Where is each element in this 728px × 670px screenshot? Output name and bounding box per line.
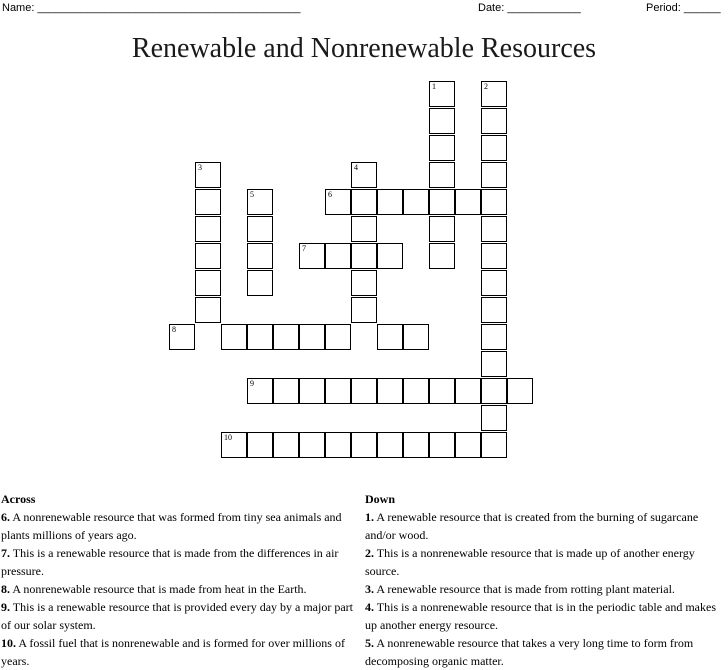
- page-title: Renewable and Nonrenewable Resources: [131, 33, 597, 64]
- clue-item: [1, 634, 361, 670]
- grid-cell[interactable]: [481, 351, 507, 377]
- grid-cell[interactable]: [481, 405, 507, 431]
- grid-cell[interactable]: [247, 270, 273, 296]
- clue-number: 9: [250, 379, 254, 388]
- grid-cell[interactable]: [429, 432, 455, 458]
- grid-cell[interactable]: [299, 243, 325, 269]
- grid-cell[interactable]: [195, 243, 221, 269]
- grid-cell[interactable]: [299, 378, 325, 404]
- clue-item: [365, 634, 727, 670]
- clue-list-across: [1, 508, 361, 670]
- clue-number: 10.: [1, 636, 16, 650]
- date-field[interactable]: Date: ____________: [478, 2, 581, 14]
- name-field[interactable]: Name: ___________________________________________: [2, 2, 301, 14]
- grid-cell[interactable]: [481, 243, 507, 269]
- grid-cell[interactable]: [351, 216, 377, 242]
- clue-text: This is a renewable resource that is provided every day by a major part of our solar system.: [1, 600, 353, 632]
- clue-number: 5.: [365, 636, 374, 650]
- grid-cell[interactable]: [351, 432, 377, 458]
- grid-cell[interactable]: [429, 189, 455, 215]
- clue-number: 7: [302, 244, 306, 253]
- grid-cell[interactable]: [481, 216, 507, 242]
- clue-text: A nonrenewable resource that takes a very long time to form from decomposing organic matter.: [365, 636, 694, 668]
- clue-number: 5: [250, 190, 254, 199]
- clue-item: [1, 508, 361, 544]
- grid-cell[interactable]: [429, 108, 455, 134]
- grid-cell[interactable]: [273, 432, 299, 458]
- clue-item: [1, 580, 361, 598]
- grid-cell[interactable]: [377, 189, 403, 215]
- across-clues: [1, 490, 361, 670]
- clue-number: 2: [484, 82, 488, 91]
- clue-number: 10: [224, 433, 232, 442]
- clue-text: This is a nonrenewable resource that is in the periodic table and makes up another energy resource.: [365, 600, 716, 632]
- grid-cell[interactable]: [455, 378, 481, 404]
- grid-cell[interactable]: [481, 270, 507, 296]
- grid-cell[interactable]: [325, 189, 351, 215]
- clue-number: 9.: [1, 600, 10, 614]
- clue-number: 3.: [365, 582, 374, 596]
- grid-cell[interactable]: [221, 432, 247, 458]
- grid-cell[interactable]: [481, 297, 507, 323]
- clue-number: 8.: [1, 582, 10, 596]
- grid-cell[interactable]: [247, 378, 273, 404]
- grid-cell[interactable]: [221, 324, 247, 350]
- clue-number: 4.: [365, 600, 374, 614]
- grid-cell[interactable]: [481, 81, 507, 107]
- grid-cell[interactable]: [195, 297, 221, 323]
- period-field[interactable]: Period: ______: [646, 2, 721, 14]
- grid-cell[interactable]: [351, 162, 377, 188]
- grid-cell[interactable]: [169, 324, 195, 350]
- grid-cell[interactable]: [247, 324, 273, 350]
- clue-text: This is a nonrenewable resource that is made up of another energy source.: [365, 546, 695, 578]
- grid-cell[interactable]: [429, 135, 455, 161]
- grid-cell[interactable]: [507, 378, 533, 404]
- grid-cell[interactable]: [429, 162, 455, 188]
- grid-cell[interactable]: [351, 189, 377, 215]
- clue-text: A nonrenewable resource that was formed from tiny sea animals and plants millions of years ago.: [1, 510, 342, 542]
- grid-cell[interactable]: [481, 378, 507, 404]
- grid-cell[interactable]: [195, 162, 221, 188]
- grid-cell[interactable]: [403, 378, 429, 404]
- clue-number: 7.: [1, 546, 10, 560]
- grid-cell[interactable]: [325, 324, 351, 350]
- across-heading: Across: [1, 492, 36, 506]
- grid-cell[interactable]: [325, 378, 351, 404]
- grid-cell[interactable]: [429, 81, 455, 107]
- grid-cell[interactable]: [403, 189, 429, 215]
- clue-item: [1, 544, 361, 580]
- clue-text: A renewable resource that is created from the burning of sugarcane and/or wood.: [365, 510, 699, 542]
- down-clues: [365, 490, 727, 670]
- grid-cell[interactable]: [195, 270, 221, 296]
- clue-text: This is a renewable resource that is made from the differences in air pressure.: [1, 546, 339, 578]
- clue-number: 8: [172, 325, 176, 334]
- grid-cell[interactable]: [377, 432, 403, 458]
- clue-number: 1.: [365, 510, 374, 524]
- grid-cell[interactable]: [481, 432, 507, 458]
- clue-item: [365, 580, 727, 598]
- clue-number: 2.: [365, 546, 374, 560]
- grid-cell[interactable]: [455, 189, 481, 215]
- grid-cell[interactable]: [481, 189, 507, 215]
- grid-cell[interactable]: [403, 432, 429, 458]
- grid-cell[interactable]: [273, 378, 299, 404]
- clue-number: 4: [354, 163, 358, 172]
- grid-cell[interactable]: [429, 378, 455, 404]
- grid-cell[interactable]: [273, 324, 299, 350]
- clue-text: A fossil fuel that is nonrenewable and is formed for over millions of years.: [1, 636, 345, 668]
- grid-cell[interactable]: [299, 432, 325, 458]
- grid-cell[interactable]: [455, 432, 481, 458]
- grid-cell[interactable]: [429, 216, 455, 242]
- grid-cell[interactable]: [351, 297, 377, 323]
- clue-list-down: [365, 508, 727, 670]
- clue-number: 6.: [1, 510, 10, 524]
- grid-cell[interactable]: [481, 108, 507, 134]
- clue-number: 3: [198, 163, 202, 172]
- grid-cell[interactable]: [481, 135, 507, 161]
- grid-cell[interactable]: [351, 243, 377, 269]
- down-heading: Down: [365, 492, 396, 506]
- grid-cell[interactable]: [481, 162, 507, 188]
- grid-cell[interactable]: [377, 324, 403, 350]
- grid-cell[interactable]: [195, 216, 221, 242]
- clue-number: 1: [432, 82, 436, 91]
- grid-cell[interactable]: [351, 378, 377, 404]
- grid-cell[interactable]: [299, 324, 325, 350]
- grid-cell[interactable]: [247, 189, 273, 215]
- clue-number: 6: [328, 190, 332, 199]
- clue-item: [365, 598, 727, 634]
- grid-cell[interactable]: [429, 243, 455, 269]
- clue-item: [365, 508, 727, 544]
- grid-cell[interactable]: [247, 243, 273, 269]
- grid-cell[interactable]: [247, 216, 273, 242]
- clue-text: A nonrenewable resource that is made from heat in the Earth.: [10, 582, 307, 596]
- clue-item: [1, 598, 361, 634]
- grid-cell[interactable]: [247, 432, 273, 458]
- clue-text: A renewable resource that is made from rotting plant material.: [374, 582, 675, 596]
- grid-cell[interactable]: [325, 432, 351, 458]
- grid-cell[interactable]: [377, 243, 403, 269]
- grid-cell[interactable]: [377, 378, 403, 404]
- grid-cell[interactable]: [351, 270, 377, 296]
- grid-cell[interactable]: [403, 324, 429, 350]
- grid-cell[interactable]: [481, 324, 507, 350]
- grid-cell[interactable]: [195, 189, 221, 215]
- clue-item: [365, 544, 727, 580]
- grid-cell[interactable]: [325, 243, 351, 269]
